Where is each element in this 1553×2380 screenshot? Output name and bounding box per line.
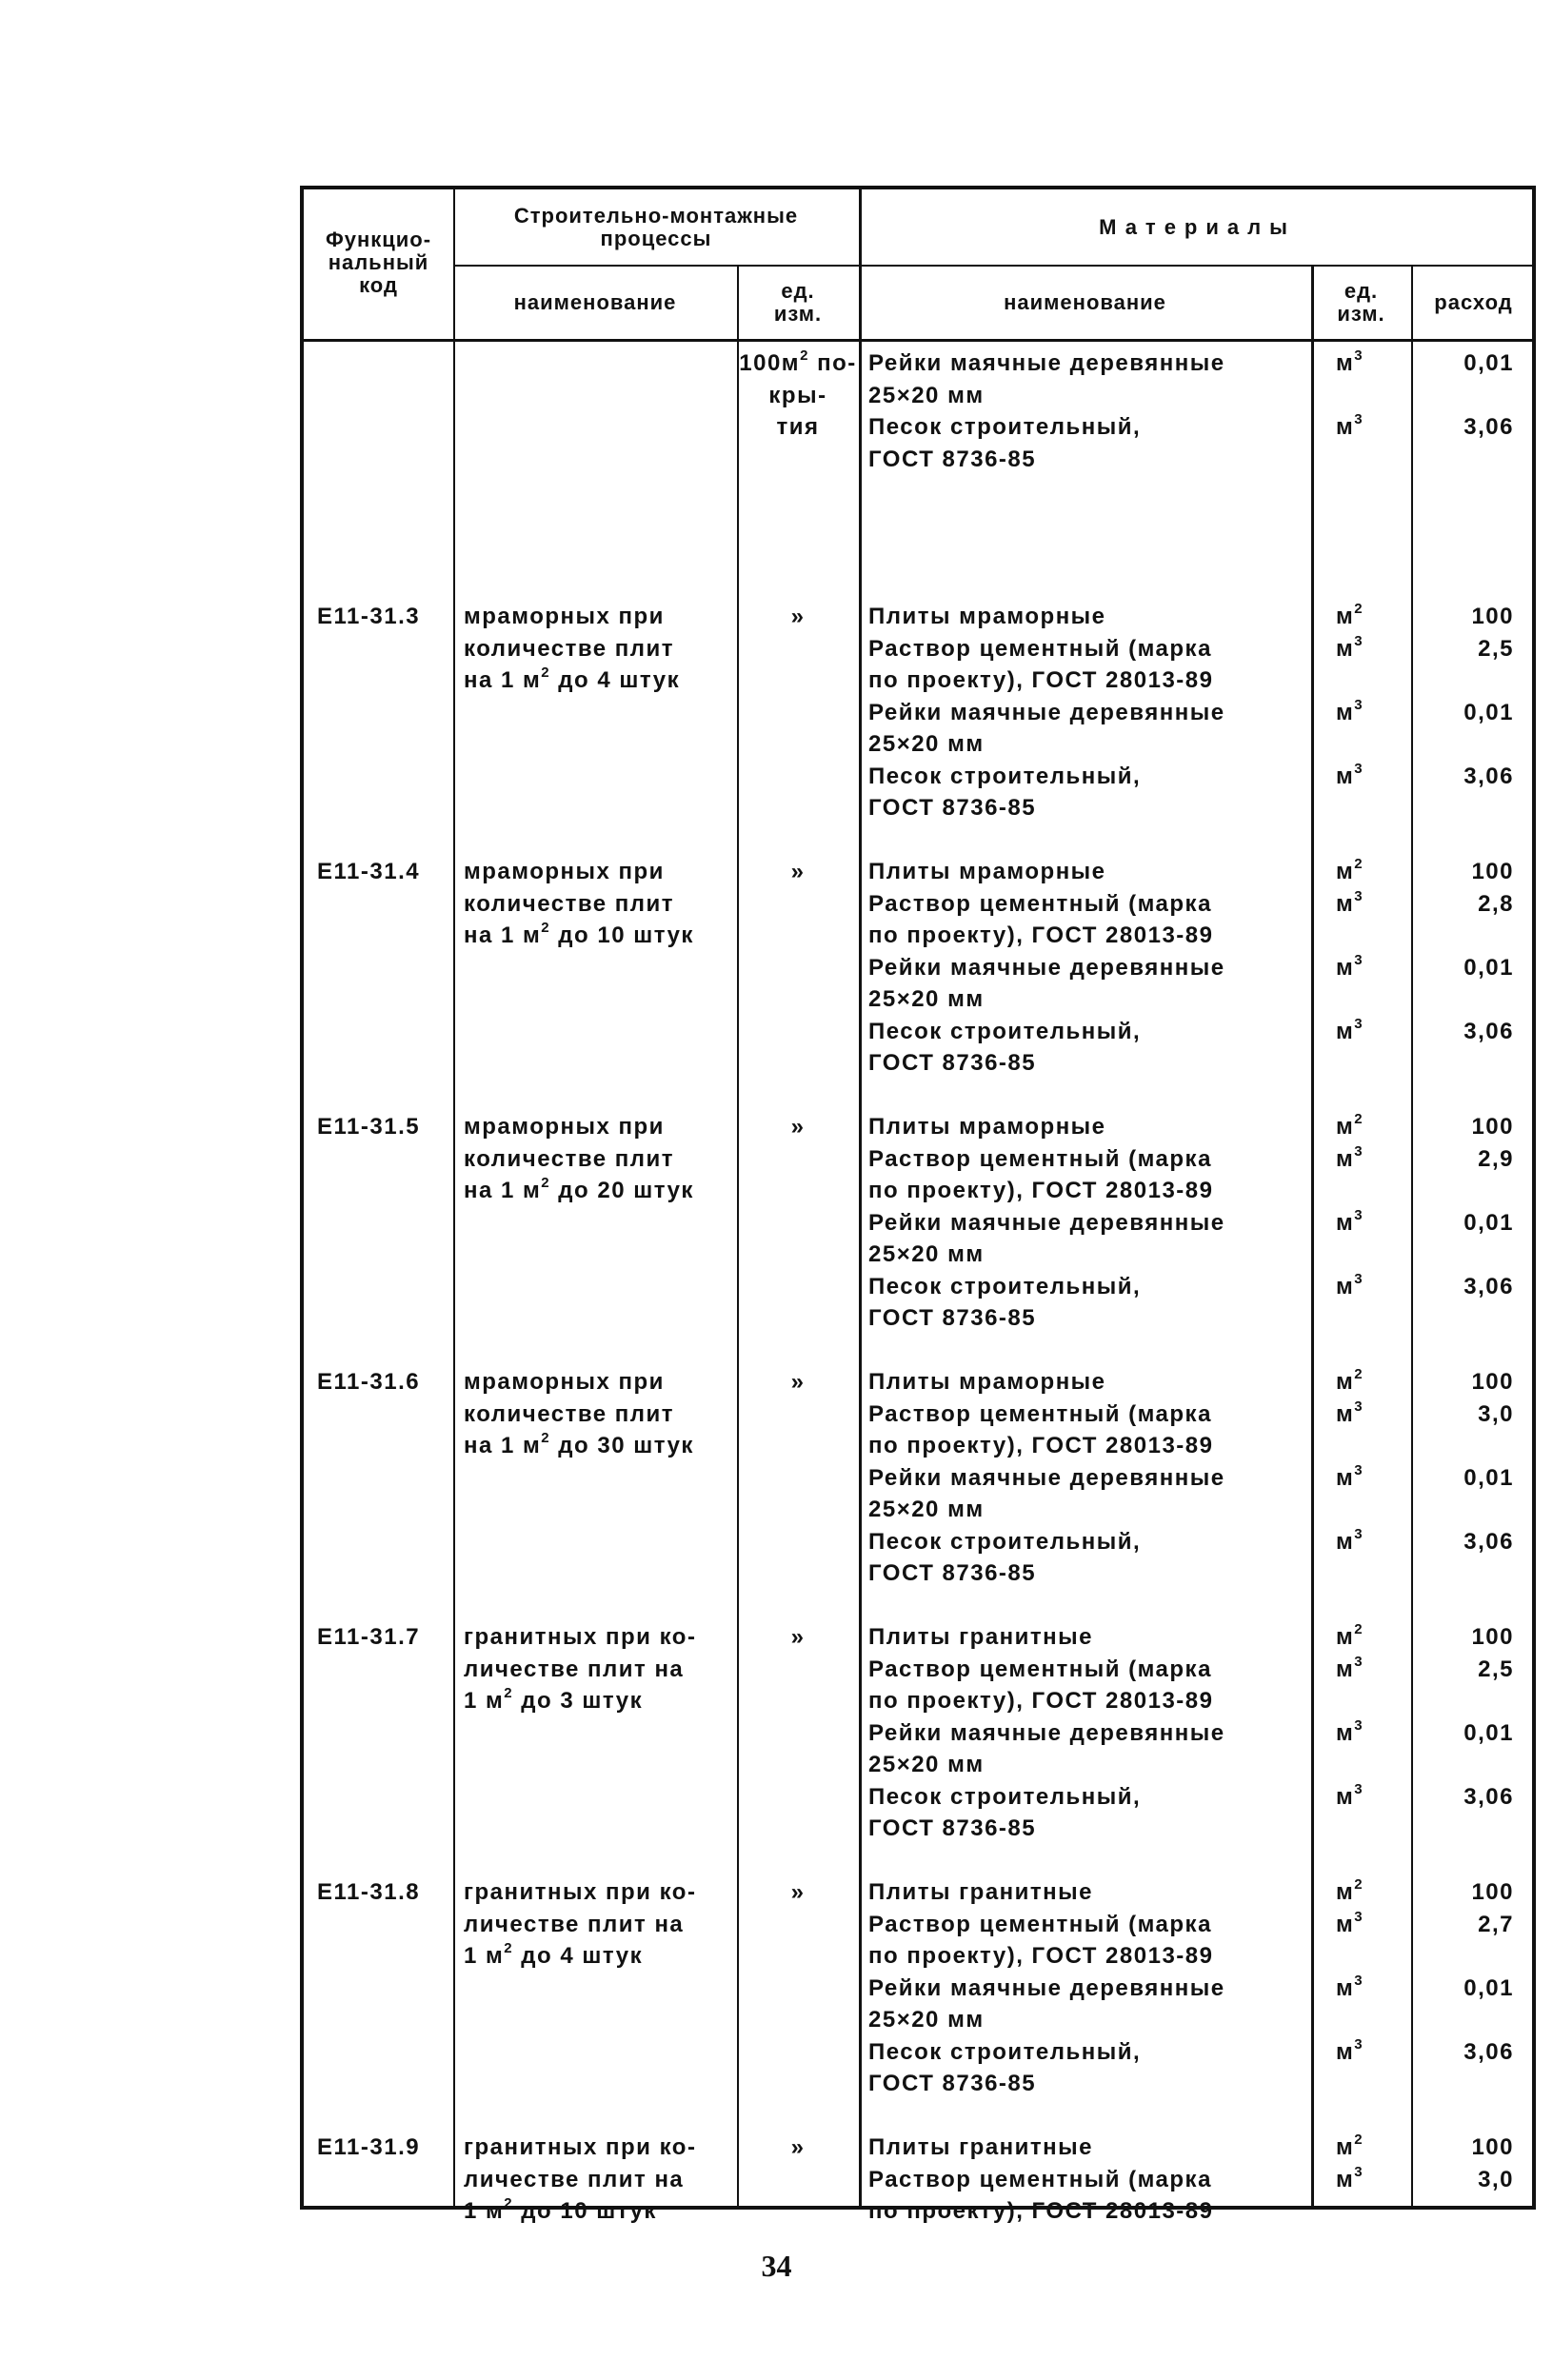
material-item (868, 1366, 1516, 1398)
text-line: ГОСТ 8736-85 (868, 1305, 1037, 1331)
material-name (868, 1717, 1225, 1781)
material-qty: 3,06 (1463, 1528, 1514, 1555)
text-line: по проекту), ГОСТ 28013-89 (868, 2198, 1214, 2224)
material-unit: $м^3$ (1335, 411, 1364, 440)
text-line: 25×20 мм (868, 1752, 985, 1777)
material-name (868, 1462, 1225, 1526)
material-name (868, 1207, 1225, 1271)
text-line: ГОСТ 8736-85 (868, 1560, 1037, 1586)
material-item (868, 2132, 1516, 2164)
materials-list (868, 1111, 1516, 1335)
text-line: личестве плит на (464, 2166, 685, 2192)
material-name (868, 888, 1213, 952)
material-name (868, 633, 1213, 697)
material-qty: 100 (1471, 1879, 1514, 1905)
text-line: Плиты мраморные (868, 1369, 1106, 1395)
material-qty: 3,06 (1463, 414, 1514, 440)
material-unit: $м^2$ (1335, 1876, 1364, 1905)
material-qty: 2,5 (1478, 635, 1514, 662)
text-line: по проекту), ГОСТ 28013-89 (868, 922, 1214, 948)
header-material-name: наименование (1004, 289, 1166, 314)
process-unit (737, 601, 859, 633)
process-unit (737, 856, 859, 888)
material-unit: $м^2$ (1335, 1621, 1364, 1650)
process-unit (737, 1111, 859, 1143)
material-unit: $м^2$ (1335, 2132, 1364, 2160)
text-line: Песок строительный, (868, 1273, 1142, 1299)
material-unit: $м^3$ (1335, 1972, 1364, 2001)
materials-list (868, 347, 1516, 475)
text-line: Раствор цементный (марка (868, 1145, 1212, 1172)
text-line: ГОСТ 8736-85 (868, 2071, 1037, 2096)
material-qty: 0,01 (1463, 954, 1514, 981)
material-unit: $м^3$ (1335, 1270, 1364, 1299)
text-line: на 1 $м^2$ до 30 штук (464, 1430, 694, 1458)
process-name (464, 1876, 730, 1973)
material-name (868, 1973, 1225, 2036)
text-line: кры- (768, 382, 827, 408)
text-line: » (790, 1369, 806, 1395)
material-unit: $м^3$ (1335, 1206, 1364, 1236)
material-unit: $м^3$ (1335, 1398, 1364, 1427)
material-name (868, 1143, 1213, 1207)
text-line: Плиты гранитные (868, 2134, 1094, 2160)
text-line: гранитных при ко- (464, 1879, 697, 1905)
text-line: гранитных при ко- (464, 1624, 697, 1650)
process-unit (737, 1366, 859, 1398)
text-line: Раствор цементный (марка (868, 890, 1212, 917)
header-code: Функцио- нальный код (325, 228, 432, 297)
material-unit: $м^3$ (1335, 2163, 1364, 2192)
material-item (868, 1462, 1516, 1526)
material-unit: $м^3$ (1335, 1780, 1364, 1810)
material-item (868, 1717, 1516, 1781)
text-line: 1 $м^2$ до 3 штук (464, 1685, 644, 1714)
text-line: количестве плит (464, 890, 675, 917)
material-item (868, 856, 1516, 888)
material-unit: $м^3$ (1335, 1461, 1364, 1491)
material-name (868, 1526, 1141, 1590)
material-item (868, 1909, 1516, 1973)
material-item (868, 1973, 1516, 2036)
text-line: Плиты гранитные (868, 1879, 1094, 1905)
material-unit: $м^3$ (1335, 951, 1364, 981)
text-line: Песок строительный, (868, 1528, 1142, 1555)
material-item (868, 1207, 1516, 1271)
material-item (868, 411, 1516, 475)
header-material-qty: расход (1434, 289, 1513, 314)
text-line: Раствор цементный (марка (868, 2166, 1212, 2192)
process-unit (737, 1621, 859, 1654)
material-item (868, 1876, 1516, 1909)
text-line: Песок строительный, (868, 1783, 1142, 1810)
text-line: Плиты мраморные (868, 604, 1106, 629)
text-line: Рейки маячные деревянные (868, 1209, 1225, 1236)
material-name (868, 1398, 1213, 1462)
text-line: 25×20 мм (868, 382, 985, 408)
page-number: 34 (761, 2249, 792, 2283)
material-qty: 100 (1471, 1624, 1514, 1650)
function-code: Е11-31.6 (317, 1369, 421, 1395)
material-qty: 3,06 (1463, 1273, 1514, 1299)
text-line: личестве плит на (464, 1656, 685, 1682)
material-unit: $м^2$ (1335, 1366, 1364, 1395)
material-qty: 3,0 (1478, 2166, 1514, 2192)
process-unit (737, 2132, 859, 2164)
material-name (868, 1366, 1106, 1398)
material-qty: 2,9 (1478, 1145, 1514, 1172)
material-qty: 3,06 (1463, 2038, 1514, 2065)
material-item (868, 1143, 1516, 1207)
material-name (868, 1781, 1141, 1845)
material-name (868, 601, 1106, 633)
text-line: Песок строительный, (868, 2038, 1142, 2065)
text-line: Песок строительный, (868, 1018, 1142, 1044)
col-divider-code (453, 189, 455, 2206)
material-unit: $м^3$ (1335, 1908, 1364, 1937)
text-line: Раствор цементный (марка (868, 635, 1212, 662)
text-line: личестве плит на (464, 1911, 685, 1937)
text-line: гранитных при ко- (464, 2134, 697, 2160)
material-qty: 3,06 (1463, 1783, 1514, 1810)
text-line: количестве плит (464, 1145, 675, 1172)
material-qty: 0,01 (1463, 1974, 1514, 2001)
material-qty: 100 (1471, 1369, 1514, 1395)
material-qty: 2,7 (1478, 1911, 1514, 1937)
text-line: ГОСТ 8736-85 (868, 446, 1037, 472)
material-item (868, 1621, 1516, 1654)
material-item (868, 601, 1516, 633)
text-line: тия (776, 414, 820, 440)
text-line: количестве плит (464, 1400, 675, 1427)
text-line: » (790, 604, 806, 629)
material-unit: $м^3$ (1335, 1142, 1364, 1172)
text-line: по проекту), ГОСТ 28013-89 (868, 1688, 1214, 1714)
process-name (464, 2132, 730, 2228)
text-line: » (790, 1624, 806, 1650)
material-unit: $м^2$ (1335, 1111, 1364, 1140)
material-qty: 100 (1471, 604, 1514, 629)
material-qty: 100 (1471, 859, 1514, 884)
material-name (868, 1016, 1141, 1080)
material-qty: 100 (1471, 1114, 1514, 1140)
text-line: 25×20 мм (868, 731, 985, 757)
material-unit: $м^3$ (1335, 1015, 1364, 1044)
text-line: мраморных при (464, 1369, 665, 1395)
text-line: ГОСТ 8736-85 (868, 1050, 1037, 1076)
material-name (868, 2132, 1093, 2164)
process-unit (737, 1876, 859, 1909)
process-unit (737, 347, 859, 444)
text-line: ГОСТ 8736-85 (868, 1815, 1037, 1841)
text-line: по проекту), ГОСТ 28013-89 (868, 1178, 1214, 1203)
material-name (868, 1271, 1141, 1335)
material-unit: $м^3$ (1335, 347, 1364, 376)
material-item (868, 347, 1516, 411)
text-line: Рейки маячные деревянные (868, 1464, 1225, 1491)
text-line: мраморных при (464, 604, 665, 629)
col-divider-materials (859, 189, 862, 2206)
text-line: » (790, 2134, 806, 2160)
material-qty: 3,06 (1463, 1018, 1514, 1044)
material-name (868, 856, 1106, 888)
text-line: Песок строительный, (868, 763, 1142, 789)
text-line: Плиты гранитные (868, 1624, 1094, 1650)
text-line: количестве плит (464, 635, 675, 662)
materials-list (868, 856, 1516, 1080)
function-code: Е11-31.4 (317, 859, 421, 884)
material-name (868, 761, 1141, 824)
materials-list (868, 1621, 1516, 1845)
process-name (464, 1111, 730, 1207)
material-name (868, 1876, 1093, 1909)
text-line: 25×20 мм (868, 1241, 985, 1267)
material-qty: 3,06 (1463, 763, 1514, 789)
material-qty: 0,01 (1463, 1209, 1514, 1236)
material-unit: $м^3$ (1335, 887, 1364, 917)
text-line: мраморных при (464, 859, 665, 884)
process-name (464, 601, 730, 697)
text-line: 1 $м^2$ до 10 штук (464, 2195, 657, 2224)
material-name (868, 2036, 1141, 2100)
text-line: 25×20 мм (868, 2007, 985, 2033)
materials-list (868, 2132, 1516, 2228)
function-code: Е11-31.7 (317, 1624, 421, 1650)
material-item (868, 2036, 1516, 2100)
material-unit: $м^2$ (1335, 601, 1364, 629)
norms-table (300, 186, 1536, 2224)
text-line: на 1 $м^2$ до 4 штук (464, 664, 681, 693)
material-item (868, 1398, 1516, 1462)
material-unit: $м^3$ (1335, 1716, 1364, 1746)
text-line: по проекту), ГОСТ 28013-89 (868, 667, 1214, 693)
material-name (868, 1621, 1093, 1654)
materials-list (868, 1366, 1516, 1590)
text-line: 1 $м^2$ до 4 штук (464, 1940, 644, 1969)
material-item (868, 1111, 1516, 1143)
header-process-name: наименование (513, 289, 677, 314)
text-line: Раствор цементный (марка (868, 1911, 1212, 1937)
text-line: Плиты мраморные (868, 859, 1106, 884)
header-processes: Строительно-монтажные процессы (513, 203, 799, 250)
material-item (868, 952, 1516, 1016)
material-qty: 0,01 (1463, 1464, 1514, 1491)
material-qty: 100 (1471, 2134, 1514, 2160)
text-line: 25×20 мм (868, 1497, 985, 1522)
material-item (868, 697, 1516, 761)
material-item (868, 761, 1516, 824)
material-qty: 0,01 (1463, 350, 1514, 376)
material-name (868, 411, 1141, 475)
material-qty: 3,0 (1478, 1400, 1514, 1427)
text-line: Рейки маячные деревянные (868, 699, 1225, 725)
header-bottom-rule (304, 339, 1532, 342)
material-item (868, 1654, 1516, 1717)
material-unit: $м^3$ (1335, 696, 1364, 725)
material-qty: 2,5 (1478, 1656, 1514, 1682)
material-item (868, 633, 1516, 697)
material-name (868, 2164, 1213, 2228)
function-code: Е11-31.3 (317, 604, 421, 629)
text-line: » (790, 859, 806, 884)
material-name (868, 347, 1225, 411)
material-item (868, 1526, 1516, 1590)
header-material-unit: ед. изм. (1337, 278, 1385, 326)
material-unit: $м^3$ (1335, 632, 1364, 662)
material-unit: $м^3$ (1335, 2035, 1364, 2065)
materials-list (868, 1876, 1516, 2100)
header-materials: Материалы (1099, 214, 1296, 239)
text-line: 25×20 мм (868, 986, 985, 1012)
text-line: » (790, 1114, 806, 1140)
header-process-unit: ед. изм. (773, 278, 823, 326)
function-code: Е11-31.8 (317, 1879, 421, 1905)
materials-list (868, 601, 1516, 824)
material-unit: $м^2$ (1335, 856, 1364, 884)
material-name (868, 697, 1225, 761)
function-code: Е11-31.9 (317, 2134, 421, 2160)
material-unit: $м^3$ (1335, 760, 1364, 789)
text-line: Песок строительный, (868, 414, 1142, 440)
text-line: » (790, 1879, 806, 1905)
material-item (868, 1781, 1516, 1845)
text-line: Раствор цементный (марка (868, 1656, 1212, 1682)
text-line: Рейки маячные деревянные (868, 1974, 1225, 2001)
text-line: Рейки маячные деревянные (868, 1719, 1225, 1746)
text-line: $100м^2$ по- (739, 347, 857, 376)
material-qty: 0,01 (1463, 699, 1514, 725)
process-name (464, 1621, 730, 1717)
text-line: на 1 $м^2$ до 20 штук (464, 1175, 694, 1203)
text-line: Рейки маячные деревянные (868, 350, 1225, 376)
text-line: Рейки маячные деревянные (868, 954, 1225, 981)
material-item (868, 2164, 1516, 2228)
material-name (868, 1909, 1213, 1973)
text-line: по проекту), ГОСТ 28013-89 (868, 1943, 1214, 1969)
material-item (868, 1271, 1516, 1335)
text-line: ГОСТ 8736-85 (868, 795, 1037, 821)
function-code: Е11-31.5 (317, 1114, 421, 1140)
material-qty: 0,01 (1463, 1719, 1514, 1746)
material-unit: $м^3$ (1335, 1525, 1364, 1555)
text-line: Плиты мраморные (868, 1114, 1106, 1140)
process-name (464, 856, 730, 952)
material-item (868, 1016, 1516, 1080)
text-line: по проекту), ГОСТ 28013-89 (868, 1433, 1214, 1458)
material-name (868, 952, 1225, 1016)
text-line: мраморных при (464, 1114, 665, 1140)
col-divider-process-unit (737, 266, 739, 2206)
material-item (868, 888, 1516, 952)
text-line: на 1 $м^2$ до 10 штук (464, 920, 694, 948)
material-name (868, 1654, 1213, 1717)
text-line: Раствор цементный (марка (868, 1400, 1212, 1427)
material-qty: 2,8 (1478, 890, 1514, 917)
material-unit: $м^3$ (1335, 1653, 1364, 1682)
material-name (868, 1111, 1106, 1143)
process-name (464, 1366, 730, 1462)
